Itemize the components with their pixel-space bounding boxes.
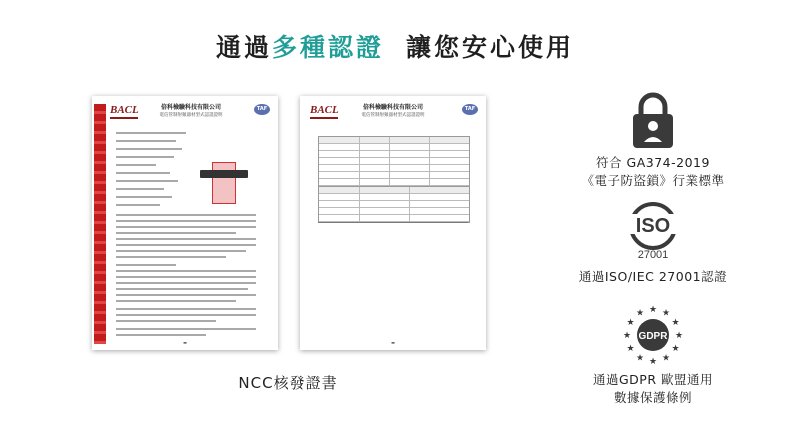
document-company: 倍科檢驗科技有限公司 (160, 104, 221, 111)
title-right: 讓您安心使用 (406, 33, 575, 62)
text-line (116, 226, 256, 228)
taf-badge: TAF (254, 104, 270, 115)
decorative-stripe (94, 104, 106, 344)
gdpr-star: ★ (671, 318, 680, 328)
cert-ga374-line2: 《電子防盜鎖》行業標準 (581, 173, 725, 188)
page-number: ▬ (391, 340, 395, 345)
certificate-stamp (200, 170, 248, 178)
gdpr-star: ★ (648, 357, 658, 367)
document-subtitle: 電信管制射頻器材型式認證證明 (159, 113, 223, 118)
text-line (116, 270, 256, 272)
text-line (116, 282, 256, 284)
text-line (116, 256, 226, 258)
text-line (116, 196, 172, 198)
iso-text: ISO (635, 215, 671, 237)
gdpr-text: GDPR (638, 331, 668, 342)
gdpr-star: ★ (671, 344, 680, 354)
cert-ga374 (548, 92, 758, 190)
text-line (116, 328, 256, 330)
bacl-logo: BACL (310, 104, 339, 116)
page-number: ▬ (183, 340, 187, 345)
text-line (116, 294, 256, 296)
title-plain: 通過 (215, 33, 272, 62)
ncc-caption: NCC核發證書 (238, 374, 338, 392)
cert-gdpr (548, 303, 758, 407)
bacl-logo: BACL (110, 104, 139, 116)
spec-table-2 (318, 186, 470, 223)
red-seal (212, 162, 236, 204)
text-line (116, 244, 256, 246)
text-line (116, 180, 178, 182)
text-line (116, 220, 256, 222)
document-company: 倍科檢驗科技有限公司 (362, 104, 423, 111)
cert-iso-line1: 通過ISO/IEC 27001認證 (578, 269, 728, 284)
cert-gdpr-line2: 數據保護條例 (613, 390, 692, 405)
cert-iso27001 (548, 200, 758, 286)
gdpr-star: ★ (661, 353, 671, 364)
text-line (116, 132, 186, 134)
text-line (116, 148, 182, 150)
text-line (116, 172, 170, 174)
spec-table-1 (318, 136, 470, 187)
document-heading (338, 104, 448, 120)
iso-number: 27001 (637, 249, 669, 260)
text-line (116, 188, 164, 190)
text-line (116, 334, 206, 336)
gdpr-star: ★ (661, 308, 671, 319)
gdpr-star: ★ (674, 331, 684, 341)
text-line (116, 288, 248, 290)
taf-badge: TAF (462, 104, 478, 115)
gdpr-star: ★ (626, 344, 635, 354)
ncc-certificate-page-2 (300, 96, 486, 350)
text-line (116, 140, 176, 142)
gdpr-star: ★ (635, 353, 645, 364)
page-title (0, 28, 790, 64)
gdpr-star: ★ (622, 331, 632, 341)
text-line (116, 214, 256, 216)
cert-ga374-line1: 符合 GA374-2019 (596, 155, 710, 170)
title-highlight: 多種認證 (271, 33, 384, 62)
text-line (116, 250, 246, 252)
text-line (116, 308, 256, 310)
gdpr-stars-icon (621, 303, 685, 367)
text-line (116, 164, 156, 166)
text-line (116, 204, 160, 206)
text-line (116, 156, 174, 158)
gdpr-star: ★ (635, 308, 645, 319)
text-line (116, 264, 176, 266)
cert-gdpr-line1: 通過GDPR 歐盟通用 (592, 372, 713, 387)
iso-27001-icon (625, 200, 681, 260)
document-subtitle: 電信管制射頻器材型式認證證明 (361, 113, 425, 118)
text-line (116, 300, 236, 302)
gdpr-star: ★ (648, 305, 658, 315)
text-line (116, 276, 256, 278)
text-line (116, 232, 236, 234)
padlock-shield-icon (627, 92, 679, 150)
ncc-certificate-page-1 (92, 96, 278, 350)
text-line (116, 238, 256, 240)
text-line (116, 314, 256, 316)
text-line (116, 320, 216, 322)
gdpr-star: ★ (626, 318, 635, 328)
document-heading (136, 104, 246, 120)
